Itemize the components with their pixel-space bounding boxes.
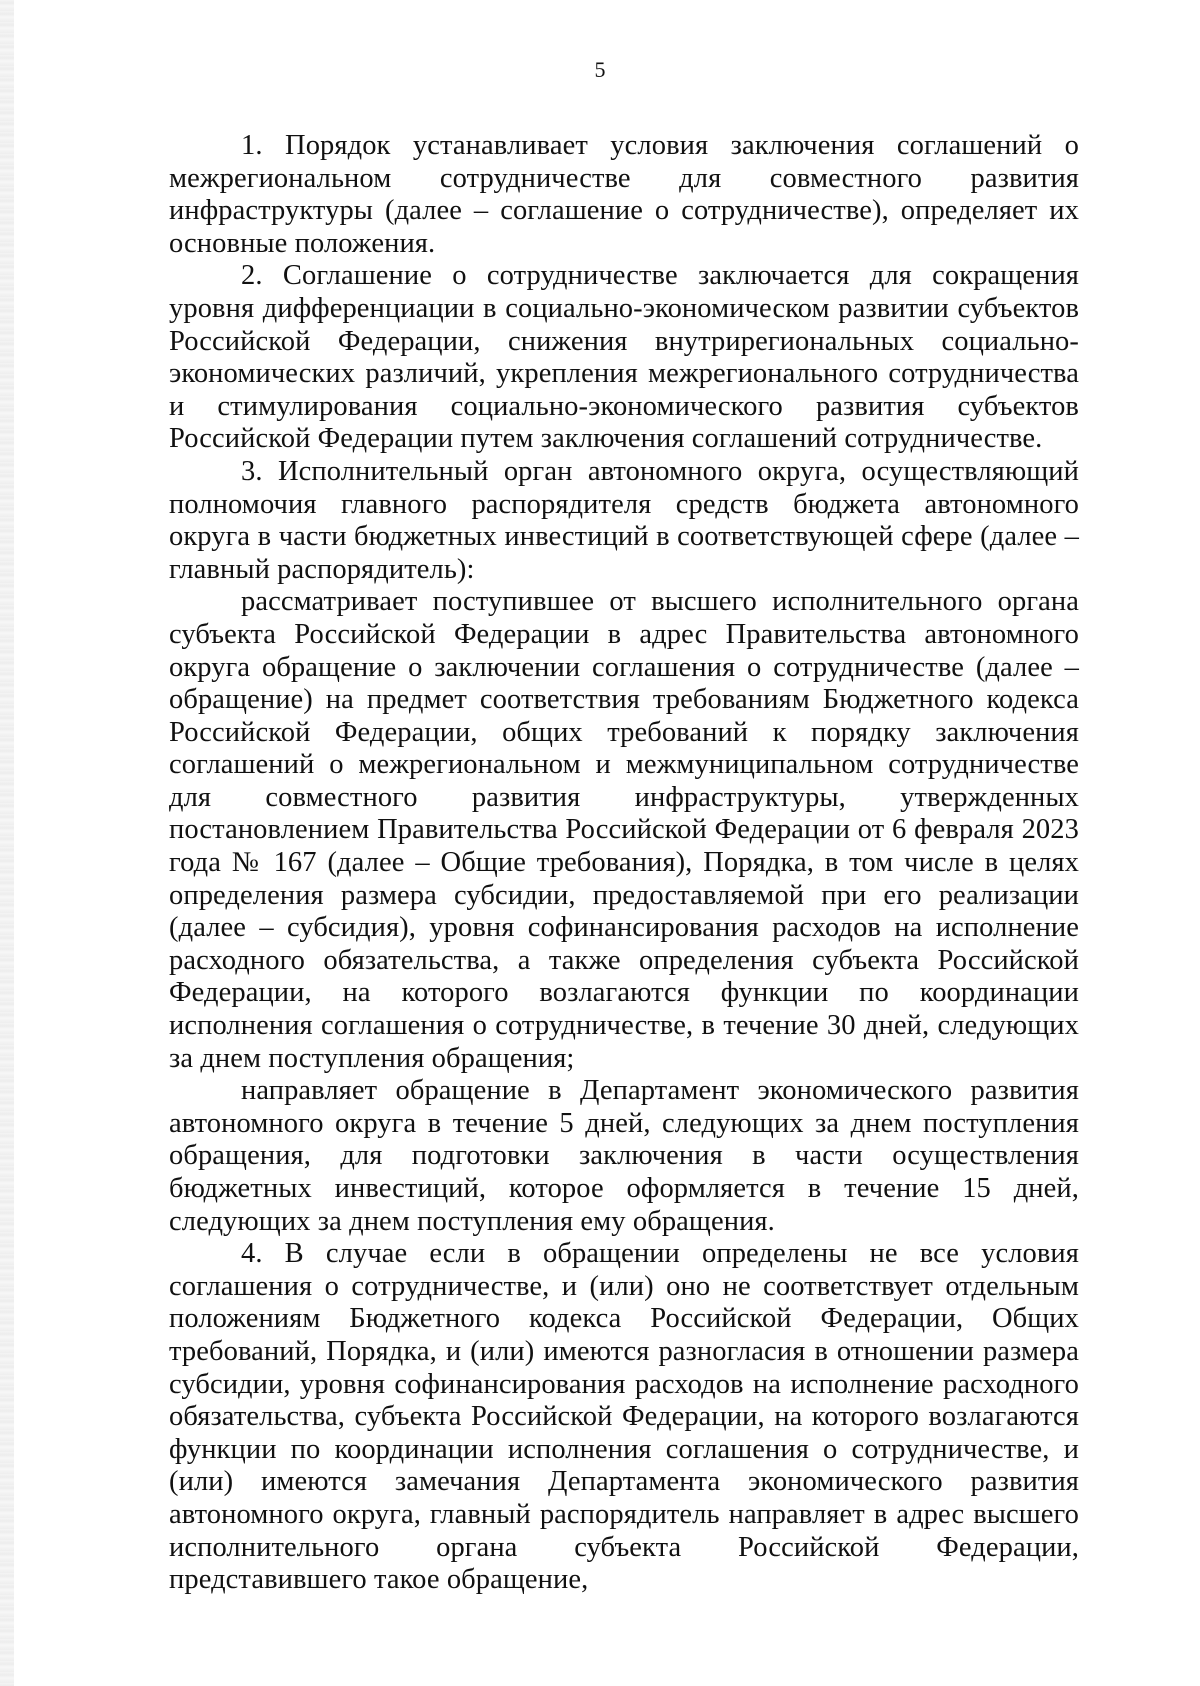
paragraph-3-item-forward: направляет обращение в Департамент экономического развития автономного округа в течение 5 дней, следующих за днем поступления обращения, для подготовки заключения в части осуществления бюджетных инвестиций, которое оформляется в течение 15 дней, следующих за днем поступления ему обращения. <box>169 1075 1079 1237</box>
paragraph-4: 4. В случае если в обращении определены не все условия соглашения о сотрудничестве, и (или) оно не соответствует отдельным положениям Бюджетного кодекса Российской Федерации, Общих требований, Порядка, и (или) имеются разногласия в отношении размера субсидии, уровня софинансирования расходов на исполнение расходного обязательства, субъекта Российской Федерации, на которого возлагаются функции по координации исполнения соглашения о сотрудничестве, и (или) имеются замечания Департамента экономического развития автономного округа, главный распорядитель направляет в адрес высшего исполнительного органа субъекта Российской Федерации, представившего такое обращение, <box>169 1238 1079 1596</box>
paragraph-3: 3. Исполнительный орган автономного округа, осуществляющий полномочия главного распорядителя средств бюджета автономного округа в части бюджетных инвестиций в соответствующей сфере (далее – главный распорядитель): <box>169 455 1079 585</box>
document-body <box>169 130 1079 1597</box>
scan-edge <box>0 0 14 1686</box>
paragraph-2: 2. Соглашение о сотрудничестве заключается для сокращения уровня дифференциации в социально-экономическом развитии субъектов Российской Федерации, снижения внутрирегиональных социально-экономических различий, укрепления межрегионального сотрудничества и стимулирования социально-экономического развития субъектов Российской Федерации путем заключения соглашений сотрудничестве. <box>169 260 1079 455</box>
paragraph-1: 1. Порядок устанавливает условия заключения соглашений о межрегиональном сотрудничестве для совместного развития инфраструктуры (далее – соглашение о сотрудничестве), определяет их основные положения. <box>169 130 1079 259</box>
paragraph-3-item-review: рассматривает поступившее от высшего исполнительного органа субъекта Российской Федерации в адрес Правительства автономного округа обращение о заключении соглашения о сотрудничестве (далее – обращение) на предмет соответствия требованиям Бюджетного кодекса Российской Федерации, общих требований к порядку заключения соглашений о межрегиональном и межмуниципальном сотрудничестве для совместного развития инфраструктуры, утвержденных постановлением Правительства Российской Федерации от 6 февраля 2023 года № 167 (далее – Общие требования), Порядка, в том числе в целях определения размера субсидии, предоставляемой при его реализации (далее – субсидия), уровня софинансирования расходов на исполнение расходного обязательства, а также определения субъекта Российской Федерации, на которого возлагаются функции по координации исполнения соглашения о сотрудничестве, в течение 30 дней, следующих за днем поступления обращения; <box>169 586 1079 1074</box>
page-number: 5 <box>594 57 606 82</box>
